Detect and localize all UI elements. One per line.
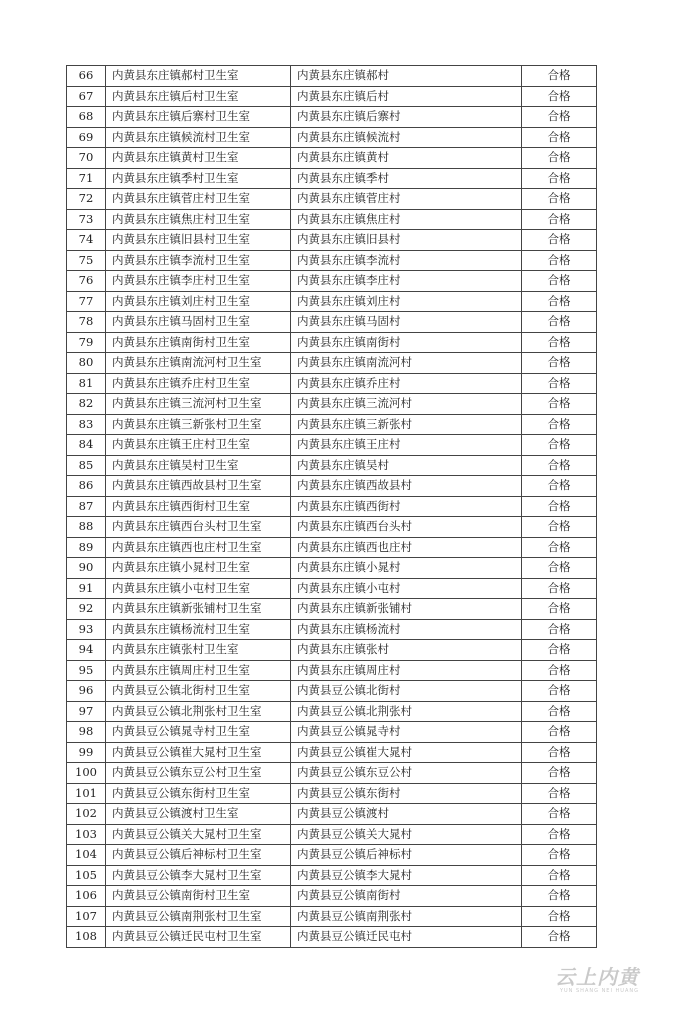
table-row (67, 517, 597, 538)
table-row (67, 763, 597, 784)
row-number: 91 (67, 578, 106, 599)
row-number: 84 (67, 435, 106, 456)
row-number: 73 (67, 209, 106, 230)
inspection-result: 合格 (522, 886, 597, 907)
row-number: 70 (67, 148, 106, 169)
clinic-name: 内黄县豆公镇南荆张村卫生室 (106, 906, 291, 927)
inspection-result: 合格 (522, 619, 597, 640)
inspection-result: 合格 (522, 927, 597, 948)
inspection-result: 合格 (522, 312, 597, 333)
inspection-table (66, 65, 597, 948)
table-row (67, 824, 597, 845)
clinic-address: 内黄县豆公镇后神标村 (291, 845, 522, 866)
inspection-result: 合格 (522, 558, 597, 579)
inspection-result: 合格 (522, 414, 597, 435)
inspection-result: 合格 (522, 66, 597, 87)
row-number: 101 (67, 783, 106, 804)
clinic-name: 内黄县东庄镇后寨村卫生室 (106, 107, 291, 128)
clinic-name: 内黄县东庄镇王庄村卫生室 (106, 435, 291, 456)
clinic-address: 内黄县豆公镇北荆张村 (291, 701, 522, 722)
inspection-result: 合格 (522, 168, 597, 189)
clinic-address: 内黄县东庄镇三新张村 (291, 414, 522, 435)
clinic-name: 内黄县豆公镇东街村卫生室 (106, 783, 291, 804)
clinic-name: 内黄县东庄镇周庄村卫生室 (106, 660, 291, 681)
table-row (67, 476, 597, 497)
table-row (67, 291, 597, 312)
table-row (67, 168, 597, 189)
table-row (67, 783, 597, 804)
clinic-name: 内黄县豆公镇晁寺村卫生室 (106, 722, 291, 743)
clinic-name: 内黄县豆公镇渡村卫生室 (106, 804, 291, 825)
row-number: 87 (67, 496, 106, 517)
table-row (67, 660, 597, 681)
inspection-result: 合格 (522, 824, 597, 845)
clinic-name: 内黄县豆公镇后神标村卫生室 (106, 845, 291, 866)
table-row (67, 209, 597, 230)
table-row (67, 722, 597, 743)
row-number: 66 (67, 66, 106, 87)
table-row (67, 414, 597, 435)
row-number: 97 (67, 701, 106, 722)
clinic-address: 内黄县豆公镇北街村 (291, 681, 522, 702)
clinic-address: 内黄县豆公镇渡村 (291, 804, 522, 825)
row-number: 93 (67, 619, 106, 640)
row-number: 95 (67, 660, 106, 681)
table-row (67, 640, 597, 661)
inspection-result: 合格 (522, 906, 597, 927)
inspection-result: 合格 (522, 783, 597, 804)
clinic-address: 内黄县豆公镇南街村 (291, 886, 522, 907)
table-row (67, 312, 597, 333)
clinic-address: 内黄县豆公镇晁寺村 (291, 722, 522, 743)
inspection-result: 合格 (522, 660, 597, 681)
inspection-result: 合格 (522, 107, 597, 128)
row-number: 105 (67, 865, 106, 886)
clinic-address: 内黄县东庄镇李庄村 (291, 271, 522, 292)
clinic-name: 内黄县东庄镇郝村卫生室 (106, 66, 291, 87)
clinic-name: 内黄县东庄镇南街村卫生室 (106, 332, 291, 353)
inspection-result: 合格 (522, 640, 597, 661)
clinic-name: 内黄县东庄镇吴村卫生室 (106, 455, 291, 476)
row-number: 100 (67, 763, 106, 784)
clinic-address: 内黄县豆公镇李大晁村 (291, 865, 522, 886)
clinic-name: 内黄县东庄镇旧县村卫生室 (106, 230, 291, 251)
inspection-result: 合格 (522, 353, 597, 374)
row-number: 71 (67, 168, 106, 189)
inspection-result: 合格 (522, 701, 597, 722)
clinic-name: 内黄县东庄镇季村卫生室 (106, 168, 291, 189)
clinic-address: 内黄县东庄镇小晁村 (291, 558, 522, 579)
clinic-address: 内黄县东庄镇郝村 (291, 66, 522, 87)
inspection-result: 合格 (522, 804, 597, 825)
clinic-address: 内黄县东庄镇南流河村 (291, 353, 522, 374)
table-row (67, 271, 597, 292)
table-row (67, 373, 597, 394)
table-row (67, 435, 597, 456)
row-number: 94 (67, 640, 106, 661)
clinic-name: 内黄县东庄镇南流河村卫生室 (106, 353, 291, 374)
clinic-address: 内黄县东庄镇季村 (291, 168, 522, 189)
inspection-result: 合格 (522, 537, 597, 558)
inspection-result: 合格 (522, 230, 597, 251)
row-number: 104 (67, 845, 106, 866)
clinic-address: 内黄县东庄镇西也庄村 (291, 537, 522, 558)
clinic-address: 内黄县东庄镇王庄村 (291, 435, 522, 456)
inspection-result: 合格 (522, 845, 597, 866)
clinic-name: 内黄县东庄镇西台头村卫生室 (106, 517, 291, 538)
row-number: 107 (67, 906, 106, 927)
clinic-name: 内黄县东庄镇焦庄村卫生室 (106, 209, 291, 230)
table-row (67, 906, 597, 927)
table-row (67, 742, 597, 763)
clinic-address: 内黄县东庄镇马固村 (291, 312, 522, 333)
row-number: 108 (67, 927, 106, 948)
clinic-address: 内黄县东庄镇西故县村 (291, 476, 522, 497)
row-number: 85 (67, 455, 106, 476)
clinic-address: 内黄县东庄镇新张铺村 (291, 599, 522, 620)
row-number: 75 (67, 250, 106, 271)
inspection-result: 合格 (522, 865, 597, 886)
table-row (67, 86, 597, 107)
row-number: 103 (67, 824, 106, 845)
inspection-result: 合格 (522, 271, 597, 292)
clinic-name: 内黄县东庄镇候流村卫生室 (106, 127, 291, 148)
row-number: 68 (67, 107, 106, 128)
clinic-name: 内黄县东庄镇三流河村卫生室 (106, 394, 291, 415)
table-row (67, 845, 597, 866)
row-number: 96 (67, 681, 106, 702)
clinic-name: 内黄县东庄镇张村卫生室 (106, 640, 291, 661)
clinic-address: 内黄县东庄镇刘庄村 (291, 291, 522, 312)
clinic-address: 内黄县东庄镇后村 (291, 86, 522, 107)
table-row (67, 394, 597, 415)
inspection-result: 合格 (522, 763, 597, 784)
clinic-address: 内黄县东庄镇候流村 (291, 127, 522, 148)
inspection-result: 合格 (522, 373, 597, 394)
table-row (67, 886, 597, 907)
clinic-name: 内黄县东庄镇小屯村卫生室 (106, 578, 291, 599)
row-number: 86 (67, 476, 106, 497)
clinic-address: 内黄县东庄镇后寨村 (291, 107, 522, 128)
table-row (67, 599, 597, 620)
clinic-name: 内黄县东庄镇马固村卫生室 (106, 312, 291, 333)
table-row (67, 66, 597, 87)
table-body (67, 66, 597, 948)
clinic-name: 内黄县东庄镇西街村卫生室 (106, 496, 291, 517)
inspection-result: 合格 (522, 435, 597, 456)
clinic-address: 内黄县东庄镇三流河村 (291, 394, 522, 415)
clinic-address: 内黄县东庄镇杨流村 (291, 619, 522, 640)
table-row (67, 927, 597, 948)
table-row (67, 230, 597, 251)
clinic-address: 内黄县东庄镇小屯村 (291, 578, 522, 599)
row-number: 67 (67, 86, 106, 107)
inspection-result: 合格 (522, 742, 597, 763)
clinic-name: 内黄县东庄镇李流村卫生室 (106, 250, 291, 271)
clinic-address: 内黄县东庄镇黄村 (291, 148, 522, 169)
row-number: 92 (67, 599, 106, 620)
inspection-result: 合格 (522, 394, 597, 415)
clinic-name: 内黄县豆公镇关大晁村卫生室 (106, 824, 291, 845)
clinic-address: 内黄县东庄镇张村 (291, 640, 522, 661)
row-number: 88 (67, 517, 106, 538)
row-number: 102 (67, 804, 106, 825)
clinic-name: 内黄县豆公镇北荆张村卫生室 (106, 701, 291, 722)
clinic-name: 内黄县豆公镇东豆公村卫生室 (106, 763, 291, 784)
table-row (67, 558, 597, 579)
table-row (67, 250, 597, 271)
clinic-address: 内黄县东庄镇旧县村 (291, 230, 522, 251)
clinic-name: 内黄县东庄镇新张铺村卫生室 (106, 599, 291, 620)
row-number: 77 (67, 291, 106, 312)
clinic-name: 内黄县东庄镇刘庄村卫生室 (106, 291, 291, 312)
row-number: 74 (67, 230, 106, 251)
clinic-name: 内黄县东庄镇乔庄村卫生室 (106, 373, 291, 394)
clinic-address: 内黄县东庄镇菅庄村 (291, 189, 522, 210)
clinic-name: 内黄县豆公镇迁民屯村卫生室 (106, 927, 291, 948)
row-number: 82 (67, 394, 106, 415)
inspection-result: 合格 (522, 209, 597, 230)
inspection-result: 合格 (522, 496, 597, 517)
row-number: 99 (67, 742, 106, 763)
clinic-name: 内黄县东庄镇后村卫生室 (106, 86, 291, 107)
clinic-address: 内黄县东庄镇周庄村 (291, 660, 522, 681)
clinic-name: 内黄县东庄镇三新张村卫生室 (106, 414, 291, 435)
table-row (67, 619, 597, 640)
clinic-name: 内黄县东庄镇杨流村卫生室 (106, 619, 291, 640)
table-row (67, 107, 597, 128)
row-number: 89 (67, 537, 106, 558)
table-row (67, 804, 597, 825)
clinic-address: 内黄县东庄镇焦庄村 (291, 209, 522, 230)
inspection-result: 合格 (522, 291, 597, 312)
clinic-name: 内黄县东庄镇菅庄村卫生室 (106, 189, 291, 210)
inspection-result: 合格 (522, 455, 597, 476)
clinic-address: 内黄县东庄镇乔庄村 (291, 373, 522, 394)
row-number: 72 (67, 189, 106, 210)
row-number: 90 (67, 558, 106, 579)
row-number: 76 (67, 271, 106, 292)
clinic-name: 内黄县东庄镇西故县村卫生室 (106, 476, 291, 497)
row-number: 83 (67, 414, 106, 435)
inspection-result: 合格 (522, 332, 597, 353)
row-number: 81 (67, 373, 106, 394)
table-row (67, 537, 597, 558)
inspection-result: 合格 (522, 722, 597, 743)
watermark-logo (555, 966, 639, 995)
table-row (67, 865, 597, 886)
clinic-name: 内黄县豆公镇崔大晁村卫生室 (106, 742, 291, 763)
clinic-name: 内黄县东庄镇小晁村卫生室 (106, 558, 291, 579)
row-number: 79 (67, 332, 106, 353)
table-row (67, 127, 597, 148)
table-row (67, 578, 597, 599)
clinic-address: 内黄县豆公镇南荆张村 (291, 906, 522, 927)
inspection-result: 合格 (522, 86, 597, 107)
clinic-address: 内黄县豆公镇关大晁村 (291, 824, 522, 845)
inspection-result: 合格 (522, 127, 597, 148)
clinic-address: 内黄县东庄镇西台头村 (291, 517, 522, 538)
inspection-result: 合格 (522, 681, 597, 702)
table-row (67, 148, 597, 169)
table-row (67, 496, 597, 517)
clinic-address: 内黄县豆公镇东豆公村 (291, 763, 522, 784)
table-row (67, 332, 597, 353)
inspection-result: 合格 (522, 476, 597, 497)
watermark-text: 云上内黄 (555, 965, 639, 989)
clinic-address: 内黄县东庄镇吴村 (291, 455, 522, 476)
clinic-address: 内黄县豆公镇崔大晁村 (291, 742, 522, 763)
inspection-result: 合格 (522, 189, 597, 210)
clinic-address: 内黄县东庄镇南街村 (291, 332, 522, 353)
table-row (67, 189, 597, 210)
inspection-result: 合格 (522, 578, 597, 599)
clinic-address: 内黄县豆公镇迁民屯村 (291, 927, 522, 948)
clinic-name: 内黄县东庄镇西也庄村卫生室 (106, 537, 291, 558)
row-number: 78 (67, 312, 106, 333)
clinic-address: 内黄县东庄镇李流村 (291, 250, 522, 271)
clinic-address: 内黄县豆公镇东街村 (291, 783, 522, 804)
clinic-name: 内黄县东庄镇李庄村卫生室 (106, 271, 291, 292)
clinic-name: 内黄县东庄镇黄村卫生室 (106, 148, 291, 169)
row-number: 106 (67, 886, 106, 907)
row-number: 69 (67, 127, 106, 148)
inspection-result: 合格 (522, 148, 597, 169)
inspection-result: 合格 (522, 250, 597, 271)
table-row (67, 681, 597, 702)
clinic-name: 内黄县豆公镇南街村卫生室 (106, 886, 291, 907)
watermark-subtext: YUN SHANG NEI HUANG (559, 988, 639, 994)
table-row (67, 455, 597, 476)
table-row (67, 353, 597, 374)
inspection-result: 合格 (522, 517, 597, 538)
row-number: 98 (67, 722, 106, 743)
clinic-name: 内黄县豆公镇李大晁村卫生室 (106, 865, 291, 886)
clinic-name: 内黄县豆公镇北街村卫生室 (106, 681, 291, 702)
inspection-result: 合格 (522, 599, 597, 620)
row-number: 80 (67, 353, 106, 374)
clinic-address: 内黄县东庄镇西街村 (291, 496, 522, 517)
table-row (67, 701, 597, 722)
